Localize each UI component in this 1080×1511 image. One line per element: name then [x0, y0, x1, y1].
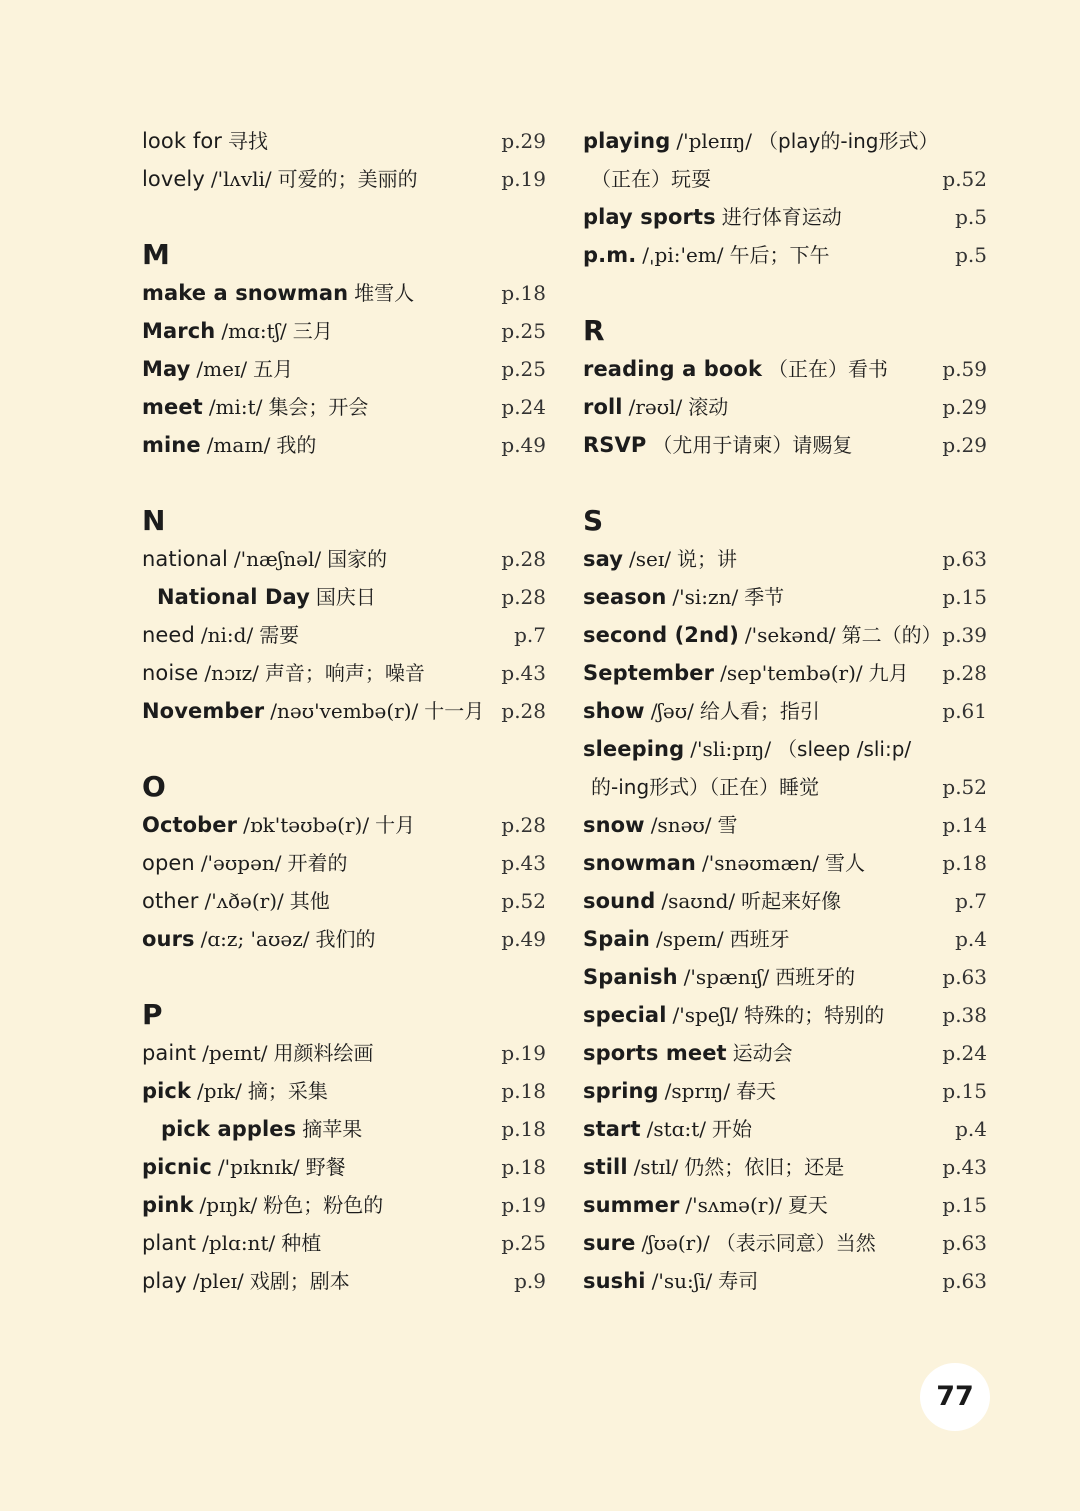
entry-phonetic: /speɪn/	[655, 927, 724, 951]
entry-meaning: 寻找	[228, 129, 269, 153]
glossary-entry	[142, 844, 546, 882]
entry-phonetic: /snəʊ/	[650, 813, 712, 837]
glossary-entry	[142, 1224, 546, 1262]
entry-meaning: 十月	[375, 813, 416, 837]
glossary-entry	[142, 654, 546, 692]
entry-page-ref: p.15	[942, 585, 987, 609]
glossary-entry	[583, 616, 987, 654]
entry-page-ref: p.24	[942, 1041, 987, 1065]
entry-meaning: （sleep /sli:p/	[777, 737, 912, 761]
entry-word: lovely	[142, 167, 205, 191]
glossary-entry	[142, 540, 546, 578]
entry-word: national	[142, 547, 228, 571]
entry-word: November	[142, 699, 265, 723]
entry-phonetic: /saʊnd/	[661, 889, 736, 913]
glossary-entry	[583, 160, 987, 198]
entry-phonetic: /'si:zn/	[672, 585, 739, 609]
entry-word: National Day	[157, 585, 310, 609]
entry-phonetic: /peɪnt/	[202, 1041, 268, 1065]
section-letter: N	[142, 504, 166, 537]
entry-page-ref: p.18	[501, 1155, 546, 1179]
entry-page-ref: p.43	[501, 851, 546, 875]
section-gap	[583, 274, 987, 312]
glossary-entry	[142, 274, 546, 312]
entry-meaning: （表示同意）当然	[715, 1231, 876, 1255]
entry-word: need	[142, 623, 195, 647]
entry-page-ref: p.38	[942, 1003, 987, 1027]
entry-meaning: 雪	[717, 813, 738, 837]
entry-page-ref: p.14	[942, 813, 987, 837]
glossary-entry	[583, 882, 987, 920]
glossary-entry	[142, 806, 546, 844]
entry-meaning: （正在）玩耍	[591, 167, 711, 191]
entry-meaning: 我们的	[315, 927, 376, 951]
entry-phonetic: /'əʊpən/	[200, 851, 282, 875]
entry-page-ref: p.43	[942, 1155, 987, 1179]
glossary-entry	[583, 350, 987, 388]
entry-page-ref: p.24	[501, 395, 546, 419]
glossary-entry	[583, 540, 987, 578]
page-number-badge: 77	[920, 1363, 990, 1431]
entry-phonetic: /'snəʊmæn/	[701, 851, 819, 875]
right-column	[583, 122, 987, 1300]
entry-phonetic: /sep'tembə(r)/	[720, 661, 863, 685]
entry-phonetic: /'speʃl/	[672, 1003, 739, 1027]
entry-word: open	[142, 851, 195, 875]
entry-page-ref: p.39	[942, 623, 987, 647]
glossary-entry	[583, 958, 987, 996]
entry-phonetic: /'lʌvli/	[210, 167, 272, 191]
entry-meaning: 集会；开会	[268, 395, 369, 419]
entry-word: sound	[583, 889, 656, 913]
entry-meaning: 声音；响声；噪音	[264, 661, 425, 685]
section-letter: S	[583, 504, 604, 537]
entry-page-ref: p.4	[955, 1117, 987, 1141]
entry-page-ref: p.28	[501, 699, 546, 723]
entry-word: sports meet	[583, 1041, 727, 1065]
entry-meaning: 国家的	[327, 547, 388, 571]
glossary-entry	[583, 692, 987, 730]
entry-phonetic: /pleɪ/	[192, 1269, 244, 1293]
entry-page-ref: p.19	[501, 1193, 546, 1217]
entry-meaning: 仍然；依旧；还是	[684, 1155, 845, 1179]
entry-page-ref: p.7	[514, 623, 546, 647]
entry-word: March	[142, 319, 216, 343]
entry-meaning: 寿司	[718, 1269, 759, 1293]
glossary-entry	[142, 312, 546, 350]
entry-word: paint	[142, 1041, 197, 1065]
glossary-entry	[583, 654, 987, 692]
entry-meaning: 可爱的；美丽的	[277, 167, 418, 191]
entry-meaning: （play的-ing形式）	[758, 129, 939, 153]
section-letter: O	[142, 770, 166, 803]
glossary-entry	[142, 1110, 546, 1148]
glossary-entry	[142, 122, 546, 160]
section-letter: P	[142, 998, 163, 1031]
entry-word: pick	[142, 1079, 192, 1103]
entry-meaning: 说；讲	[677, 547, 737, 571]
entry-phonetic: /'næʃnəl/	[233, 547, 322, 571]
entry-phonetic: /'spænɪʃ/	[683, 965, 770, 989]
entry-meaning: 摘；采集	[247, 1079, 328, 1103]
entry-word: season	[583, 585, 667, 609]
glossary-entry	[583, 1148, 987, 1186]
entry-page-ref: p.28	[501, 547, 546, 571]
entry-phonetic: /'pleɪɪŋ/	[676, 129, 753, 153]
entry-phonetic: /seɪ/	[629, 547, 671, 571]
glossary-entry	[583, 996, 987, 1034]
entry-word: say	[583, 547, 624, 571]
entry-meaning: 五月	[253, 357, 294, 381]
entry-phonetic: /stɪl/	[633, 1155, 679, 1179]
entry-word: Spain	[583, 927, 650, 951]
section-gap	[142, 730, 546, 768]
entry-page-ref: p.18	[942, 851, 987, 875]
entry-meaning: 特殊的；特别的	[744, 1003, 885, 1027]
entry-word: make a snowman	[142, 281, 349, 305]
entry-meaning: 进行体育运动	[721, 205, 842, 229]
entry-meaning: 给人看；指引	[699, 699, 820, 723]
glossary-entry	[142, 1072, 546, 1110]
section-gap	[142, 198, 546, 236]
glossary-entry	[583, 1224, 987, 1262]
entry-page-ref: p.52	[942, 167, 987, 191]
entry-phonetic: /'sli:pɪŋ/	[690, 737, 772, 761]
entry-page-ref: p.25	[501, 1231, 546, 1255]
entry-page-ref: p.63	[942, 965, 987, 989]
entry-phonetic: /rəʊl/	[628, 395, 683, 419]
glossary-entry	[142, 426, 546, 464]
entry-phonetic: /ɒk'təʊbə(r)/	[243, 813, 370, 837]
entry-word: spring	[583, 1079, 659, 1103]
entry-phonetic: /meɪ/	[196, 357, 248, 381]
glossary-entry	[142, 1034, 546, 1072]
entry-word: reading a book	[583, 357, 763, 381]
entry-phonetic: /'sʌmə(r)/	[685, 1193, 782, 1217]
entry-word: RSVP	[583, 433, 647, 457]
entry-word: May	[142, 357, 191, 381]
entry-meaning: 滚动	[688, 395, 729, 419]
entry-word: special	[583, 1003, 667, 1027]
entry-page-ref: p.28	[501, 585, 546, 609]
entry-meaning: 粉色；粉色的	[263, 1193, 384, 1217]
entry-page-ref: p.63	[942, 547, 987, 571]
entry-phonetic: /maɪn/	[206, 433, 271, 457]
entry-phonetic: /ɑ:z; 'aʊəz/	[200, 927, 310, 951]
entry-word: playing	[583, 129, 671, 153]
glossary-entry	[583, 426, 987, 464]
entry-page-ref: p.18	[501, 281, 546, 305]
entry-meaning: 运动会	[732, 1041, 793, 1065]
glossary-entry	[583, 844, 987, 882]
entry-meaning: （尤用于请柬）请赐复	[652, 433, 853, 457]
section-gap	[142, 958, 546, 996]
entry-word: sushi	[583, 1269, 646, 1293]
entry-word: noise	[142, 661, 199, 685]
entry-page-ref: p.63	[942, 1231, 987, 1255]
entry-meaning: 九月	[868, 661, 909, 685]
entry-meaning: 开始	[711, 1117, 752, 1141]
glossary-entry	[142, 1148, 546, 1186]
glossary-entry	[583, 920, 987, 958]
entry-page-ref: p.9	[514, 1269, 546, 1293]
entry-meaning: 西班牙	[729, 927, 790, 951]
entry-phonetic: /nəʊ'vembə(r)/	[270, 699, 419, 723]
entry-word: start	[583, 1117, 641, 1141]
entry-phonetic: /stɑ:t/	[646, 1117, 706, 1141]
glossary-entry	[142, 1186, 546, 1224]
entry-page-ref: p.29	[501, 129, 546, 153]
glossary-entry	[583, 578, 987, 616]
glossary-entry	[583, 768, 987, 806]
entry-page-ref: p.52	[501, 889, 546, 913]
entry-meaning: 戏剧；剧本	[249, 1269, 350, 1293]
entry-meaning: 国庆日	[315, 585, 376, 609]
entry-meaning: 三月	[292, 319, 333, 343]
glossary-entry	[583, 198, 987, 236]
entry-word: plant	[142, 1231, 197, 1255]
entry-meaning: 野餐	[305, 1155, 346, 1179]
glossary-entry	[583, 1262, 987, 1300]
entry-phonetic: /'su:ʃi/	[651, 1269, 713, 1293]
glossary-entry	[142, 160, 546, 198]
entry-phonetic: /pɪŋk/	[199, 1193, 258, 1217]
entry-word: meet	[142, 395, 203, 419]
entry-word: mine	[142, 433, 201, 457]
entry-page-ref: p.28	[942, 661, 987, 685]
glossary-entry	[583, 1110, 987, 1148]
glossary-entry	[583, 1186, 987, 1224]
entry-word: sleeping	[583, 737, 685, 761]
entry-page-ref: p.18	[501, 1079, 546, 1103]
glossary-entry	[142, 578, 546, 616]
entry-word: look for	[142, 129, 223, 153]
entry-word: September	[583, 661, 715, 685]
glossary-entry	[142, 350, 546, 388]
glossary-entry	[583, 236, 987, 274]
entry-meaning: 夏天	[787, 1193, 828, 1217]
entry-page-ref: p.7	[955, 889, 987, 913]
entry-word: p.m.	[583, 243, 637, 267]
entry-page-ref: p.5	[955, 205, 987, 229]
section-gap	[142, 464, 546, 502]
glossary-entry	[583, 806, 987, 844]
entry-word: October	[142, 813, 238, 837]
entry-word: pick apples	[161, 1117, 297, 1141]
entry-meaning: 西班牙的	[775, 965, 856, 989]
entry-meaning: 种植	[281, 1231, 322, 1255]
glossary-entry	[583, 1034, 987, 1072]
glossary-entry	[142, 882, 546, 920]
entry-page-ref: p.29	[942, 433, 987, 457]
entry-phonetic: /'sekənd/	[744, 623, 836, 647]
entry-word: show	[583, 699, 645, 723]
entry-page-ref: p.49	[501, 433, 546, 457]
entry-meaning: 雪人	[825, 851, 865, 875]
entry-phonetic: /sprɪŋ/	[664, 1079, 731, 1103]
entry-page-ref: p.19	[501, 167, 546, 191]
entry-meaning: 我的	[276, 433, 317, 457]
glossary-entry	[583, 1072, 987, 1110]
entry-phonetic: /nɔɪz/	[204, 661, 259, 685]
entry-meaning: 开着的	[287, 851, 348, 875]
entry-page-ref: p.15	[942, 1193, 987, 1217]
entry-page-ref: p.15	[942, 1079, 987, 1103]
entry-page-ref: p.52	[942, 775, 987, 799]
entry-phonetic: /'pɪknɪk/	[217, 1155, 300, 1179]
entry-phonetic: /ˌpi:'em/	[642, 243, 724, 267]
entry-word: other	[142, 889, 199, 913]
entry-meaning: 需要	[259, 623, 300, 647]
entry-meaning: 听起来好像	[741, 889, 842, 913]
entry-word: snow	[583, 813, 645, 837]
entry-meaning: （正在）看书	[768, 357, 889, 381]
section-letter: R	[583, 314, 605, 347]
entry-phonetic: /ʃʊə(r)/	[641, 1231, 710, 1255]
entry-word: play sports	[583, 205, 716, 229]
entry-meaning: 的-ing形式）（正在）睡觉	[591, 775, 820, 799]
glossary-entry	[142, 920, 546, 958]
entry-phonetic: /ni:d/	[200, 623, 254, 647]
entry-word: sure	[583, 1231, 636, 1255]
glossary-entry	[142, 1262, 546, 1300]
entry-page-ref: p.18	[501, 1117, 546, 1141]
entry-page-ref: p.29	[942, 395, 987, 419]
entry-word: pink	[142, 1193, 194, 1217]
entry-word: Spanish	[583, 965, 678, 989]
entry-word: summer	[583, 1193, 680, 1217]
section-letter: M	[142, 238, 170, 271]
entry-page-ref: p.4	[955, 927, 987, 951]
entry-word: ours	[142, 927, 195, 951]
entry-word: roll	[583, 395, 623, 419]
entry-page-ref: p.19	[501, 1041, 546, 1065]
entry-meaning: 午后；下午	[729, 243, 830, 267]
entry-page-ref: p.63	[942, 1269, 987, 1293]
entry-meaning: 摘苹果	[302, 1117, 363, 1141]
entry-page-ref: p.25	[501, 357, 546, 381]
section-gap	[583, 464, 987, 502]
entry-word: still	[583, 1155, 628, 1179]
entry-page-ref: p.61	[942, 699, 987, 723]
entry-meaning: 十一月	[424, 699, 485, 723]
glossary-entry	[142, 388, 546, 426]
left-column	[142, 122, 546, 1300]
glossary-entry	[583, 122, 987, 160]
entry-phonetic: /plɑ:nt/	[202, 1231, 276, 1255]
glossary-entry	[583, 730, 987, 768]
entry-meaning: 春天	[736, 1079, 777, 1103]
glossary-entry	[142, 616, 546, 654]
entry-phonetic: /mi:t/	[208, 395, 263, 419]
entry-page-ref: p.49	[501, 927, 546, 951]
entry-word: picnic	[142, 1155, 212, 1179]
entry-word: play	[142, 1269, 187, 1293]
entry-phonetic: /mɑ:tʃ/	[221, 319, 287, 343]
entry-word: second (2nd)	[583, 623, 739, 647]
entry-phonetic: /ʃəʊ/	[650, 699, 694, 723]
entry-page-ref: p.5	[955, 243, 987, 267]
entry-page-ref: p.43	[501, 661, 546, 685]
entry-meaning: 季节	[744, 585, 785, 609]
glossary-entry	[142, 692, 546, 730]
entry-meaning: 其他	[289, 889, 330, 913]
entry-phonetic: /'ʌðə(r)/	[204, 889, 284, 913]
entry-meaning: 第二（的）	[841, 623, 942, 647]
entry-page-ref: p.25	[501, 319, 546, 343]
entry-page-ref: p.59	[942, 357, 987, 381]
entry-meaning: 堆雪人	[354, 281, 415, 305]
entry-word: snowman	[583, 851, 696, 875]
entry-meaning: 用颜料绘画	[273, 1041, 374, 1065]
glossary-entry	[583, 388, 987, 426]
entry-phonetic: /pɪk/	[197, 1079, 242, 1103]
entry-page-ref: p.28	[501, 813, 546, 837]
